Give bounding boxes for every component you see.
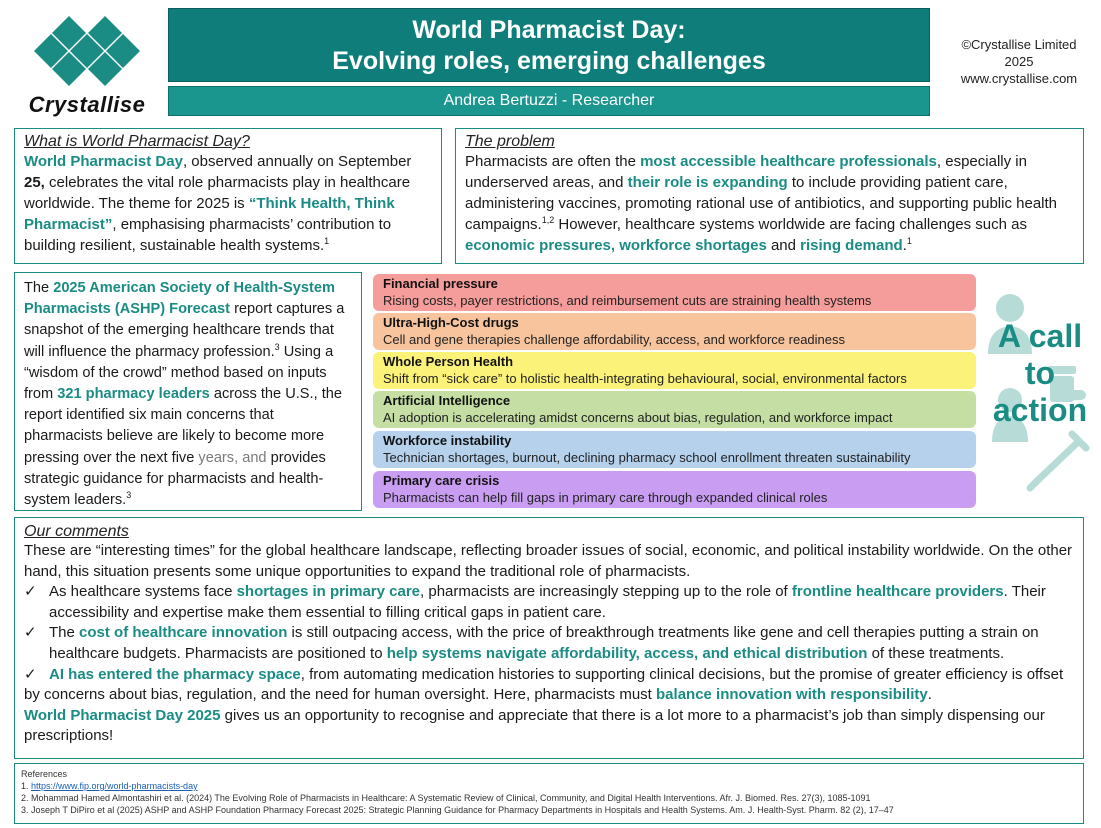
reference-1-link[interactable]: https://www.fip.org/world-pharmacists-day [31, 781, 198, 791]
what-is-heading: What is World Pharmacist Day? [24, 133, 250, 150]
author-banner: Andrea Bertuzzi - Researcher [168, 86, 930, 116]
concern-title: Financial pressure [383, 276, 498, 291]
comments-heading: Our comments [24, 523, 129, 540]
title-line-1: World Pharmacist Day: [412, 16, 686, 44]
comments-panel [14, 517, 1084, 759]
concern-description: AI adoption is accelerating amidst concerns about bias, regulation, and workforce impact [383, 410, 893, 425]
copyright-block [944, 36, 1094, 87]
diamond-logo-icon [26, 8, 148, 92]
page-title [168, 8, 930, 82]
concern-description: Pharmacists can help fill gaps in primary care through expanded clinical roles [383, 490, 828, 505]
comments-closing: World Pharmacist Day 2025 gives us an opportunity to recognise and appreciate that there is a lot more to a pharmacist’s job than simply dispensing our prescriptions! [24, 706, 1045, 745]
syringe-icon [1030, 434, 1086, 488]
ashp-forecast-panel [14, 272, 362, 511]
logo-wordmark: Crystallise [28, 92, 146, 117]
concern-description: Shift from “sick care” to holistic health-integrating behavioural, social, environmental factors [383, 371, 907, 386]
concern-financial-pressure [373, 274, 976, 311]
reference-2: 2. Mohammad Hamed Almontashiri et al. (2024) The Evolving Role of Pharmacists in Healthcare: A Systematic Review of Clinical, Community, and Digital Health Interventions. Afr. J. Biomed. Res. 27(3), 1085-1091 [21, 793, 871, 803]
call-to-action-text [984, 318, 1096, 429]
cta-line-1: A call [997, 318, 1083, 354]
concern-title: Workforce instability [383, 433, 512, 448]
reference-1: 1. https://www.fip.org/world-pharmacists-day [21, 781, 198, 791]
concern-description: Rising costs, payer restrictions, and reimbursement cuts are straining health systems [383, 293, 872, 308]
ashp-forecast-text: The 2025 American Society of Health-System Pharmacists (ASHP) Forecast report captures a snapshot of the emerging healthcare trends that will influence the pharmacy profession.$^3$ Using a “wisdom of the crowd” method based on inputs from 321 pharmacy leaders across the U.S., the report identified six main concerns that pharmacists believe are likely to become more pressing over the next five years, and provides strategic guidance for pharmacists and health-system leaders.$^3$ [24, 280, 345, 509]
copyright-line: ©Crystallise Limited [961, 37, 1077, 52]
concern-whole-person-health [373, 352, 976, 389]
concern-title: Primary care crisis [383, 473, 500, 488]
crystallise-logo [14, 8, 160, 120]
what-is-panel [14, 128, 442, 264]
comments-intro: These are “interesting times” for the global healthcare landscape, reflecting broader issues of social, economic, and political instability worldwide. On the other hand, this situation presents some unique opportunities to expand the traditional role of pharmacists. [24, 542, 1073, 580]
concern-ultra-high-cost-drugs [373, 313, 976, 350]
concern-title: Whole Person Health [383, 354, 514, 369]
reference-3: 3. Joseph T DiPiro et al (2025) ASHP and ASHP Foundation Pharmacy Forecast 2025: Strategic Planning Guidance for Pharmacy Departments in Hospitals and Health Systems. Am. J. Health-Syst. Pharm. 82 (2), 17–47 [21, 805, 894, 815]
concern-primary-care-crisis [373, 471, 976, 508]
references-heading: References [21, 769, 68, 779]
concern-artificial-intelligence [373, 391, 976, 428]
check-icon: ✓ [24, 624, 37, 642]
problem-heading: The problem [465, 133, 555, 150]
references-panel [14, 763, 1084, 824]
cta-line-3: action [992, 392, 1088, 428]
comment-bullet: ✓ The cost of healthcare innovation is still outpacing access, with the price of breakthrough treatments like gene and cell therapies putting a strain on healthcare budgets. Pharmacists are positioned to help systems navigate affordability, access, and ethical distribution of these treatments. [24, 623, 1074, 664]
call-to-action [984, 282, 1096, 502]
what-is-text: World Pharmacist Day, observed annually on September 25, celebrates the vital role pharmacists play in healthcare worldwide. The theme for 2025 is “Think Health, Think Pharmacist”, emphasising pharmacists’ contribution to building resilient, sustainable health systems.$^1$ [24, 153, 412, 254]
check-icon: ✓ [24, 665, 37, 683]
concern-title: Ultra-High-Cost drugs [383, 315, 519, 330]
copyright-year: 2025 [1004, 54, 1034, 69]
website-link[interactable]: www.crystallise.com [960, 71, 1078, 86]
check-icon: ✓ [24, 583, 37, 601]
concern-title: Artificial Intelligence [383, 393, 511, 408]
cta-line-2: to [1024, 355, 1056, 391]
title-line-2: Evolving roles, emerging challenges [332, 47, 766, 75]
problem-text: Pharmacists are often the most accessible healthcare professionals, especially in underserved areas, and their role is expanding to include providing patient care, administering vaccines, promoting rational use of antibiotics, and supporting public health campaigns.$^{1,2}$ However, healthcare systems worldwide are facing challenges such as economic pressures, workforce shortages and rising demand.$^1$ [465, 153, 1058, 254]
comments-body [24, 541, 1074, 747]
concern-workforce-instability [373, 431, 976, 468]
comment-bullet: ✓ AI has entered the pharmacy space, from automating medication histories to supporting clinical decisions, but the promise of greater efficiency is offset by concerns about bias, regulation, and the need for human oversight. Here, pharmacists must balance innovation with responsibility. [24, 665, 1064, 704]
comment-bullet: ✓ As healthcare systems face shortages in primary care, pharmacists are increasingly stepping up to the role of frontline healthcare providers. Their accessibility and expertise make them essential to filling critical gaps in patient care. [24, 582, 1074, 623]
concern-description: Technician shortages, burnout, declining pharmacy school enrollment threaten sustainability [383, 450, 911, 465]
problem-panel [455, 128, 1084, 264]
concern-description: Cell and gene therapies challenge affordability, access, and workforce readiness [383, 332, 846, 347]
